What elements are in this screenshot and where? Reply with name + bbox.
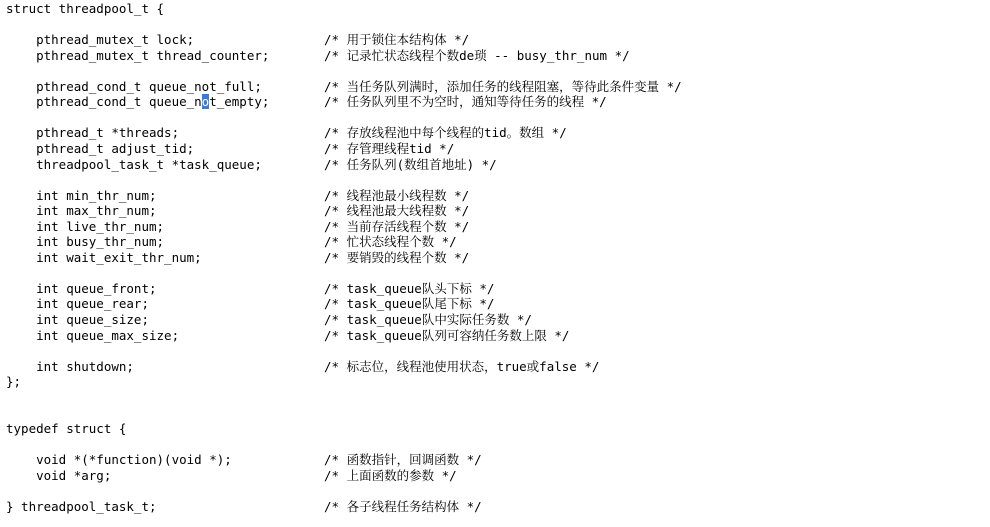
code-text: int min_thr_num; — [6, 187, 157, 203]
code-comment: /* 上面函数的参数 */ — [324, 467, 457, 483]
code-text: pthread_cond_t queue_not_full; — [6, 78, 262, 94]
code-line[interactable] — [6, 312, 986, 327]
code-comment: /* 线程池最小线程数 */ — [324, 187, 470, 203]
code-comment: /* task_queue队中实际任务数 */ — [324, 312, 532, 327]
code-line[interactable] — [6, 48, 986, 63]
code-comment: /* 当前存活线程个数 */ — [324, 218, 470, 234]
code-line[interactable] — [6, 219, 986, 234]
code-line[interactable] — [6, 94, 986, 109]
code-comment: /* 忙状态线程个数 */ — [324, 234, 457, 250]
code-comment: /* 存管理线程tid */ — [324, 140, 455, 156]
code-text: threadpool_task_t *task_queue; — [6, 156, 262, 172]
code-comment: /* task_queue队尾下标 */ — [324, 296, 495, 312]
code-text: pthread_cond_t queue_n — [6, 94, 202, 110]
code-line[interactable] — [6, 250, 986, 265]
code-line[interactable] — [6, 125, 986, 140]
code-line[interactable] — [6, 359, 986, 374]
code-text: typedef struct { — [6, 420, 127, 436]
code-line[interactable] — [6, 374, 986, 389]
code-text: int wait_exit_thr_num; — [6, 249, 202, 265]
code-line[interactable] — [6, 203, 986, 218]
code-text: pthread_mutex_t thread_counter; — [6, 47, 270, 63]
code-line[interactable] — [6, 452, 986, 467]
code-text: int queue_size; — [6, 312, 149, 327]
code-line[interactable] — [6, 296, 986, 311]
code-text: t_empty; — [209, 94, 270, 110]
code-text: int live_thr_num; — [6, 218, 165, 234]
code-text: pthread_mutex_t lock; — [6, 32, 195, 48]
code-comment: /* 线程池最大线程数 */ — [324, 203, 470, 219]
code-line[interactable] — [6, 499, 986, 514]
code-line[interactable] — [6, 468, 986, 483]
code-line[interactable] — [6, 157, 986, 172]
code-line[interactable] — [6, 188, 986, 203]
code-text: }; — [6, 374, 22, 390]
code-comment: /* 函数指针，回调函数 */ — [324, 451, 482, 467]
code-text: int busy_thr_num; — [6, 234, 165, 250]
code-text: int queue_rear; — [6, 296, 149, 312]
code-text: int queue_max_size; — [6, 327, 180, 343]
code-line[interactable] — [6, 141, 986, 156]
code-line[interactable] — [6, 32, 986, 47]
code-comment: /* task_queue队头下标 */ — [324, 280, 495, 296]
code-comment: /* 存放线程池中每个线程的tid。数组 */ — [324, 125, 567, 141]
code-comment: /* 标志位，线程池使用状态，true或false */ — [324, 358, 600, 374]
code-text: void *arg; — [6, 467, 112, 483]
code-text: } threadpool_task_t; — [6, 498, 157, 514]
code-line[interactable] — [6, 234, 986, 249]
code-text: void *(*function)(void *); — [6, 451, 232, 467]
code-comment: /* 记录忙状态线程个数de琐 -- busy_thr_num */ — [324, 47, 630, 63]
code-text: int shutdown; — [6, 358, 134, 374]
code-text: pthread_t *threads; — [6, 125, 180, 141]
code-comment: /* task_queue队列可容纳任务数上限 */ — [324, 327, 570, 343]
code-comment: /* 任务队列(数组首地址) */ — [324, 156, 497, 172]
code-comment: /* 要销毁的线程个数 */ — [324, 249, 470, 265]
code-comment: /* 各子线程任务结构体 */ — [324, 498, 482, 514]
code-line[interactable] — [6, 79, 986, 94]
selected-text[interactable]: o — [201, 94, 210, 110]
code-text: struct threadpool_t { — [6, 1, 165, 16]
code-line[interactable] — [6, 421, 986, 436]
code-line[interactable] — [6, 328, 986, 343]
code-text: int max_thr_num; — [6, 203, 157, 219]
code-comment: /* 用于锁住本结构体 */ — [324, 32, 470, 48]
code-text: pthread_t adjust_tid; — [6, 140, 195, 156]
code-text: int queue_front; — [6, 280, 157, 296]
code-comment: /* 任务队列里不为空时，通知等待任务的线程 */ — [324, 94, 607, 110]
code-comment: /* 当任务队列满时，添加任务的线程阻塞，等待此条件变量 */ — [324, 78, 682, 94]
code-line[interactable] — [6, 281, 986, 296]
code-line[interactable] — [6, 1, 986, 16]
